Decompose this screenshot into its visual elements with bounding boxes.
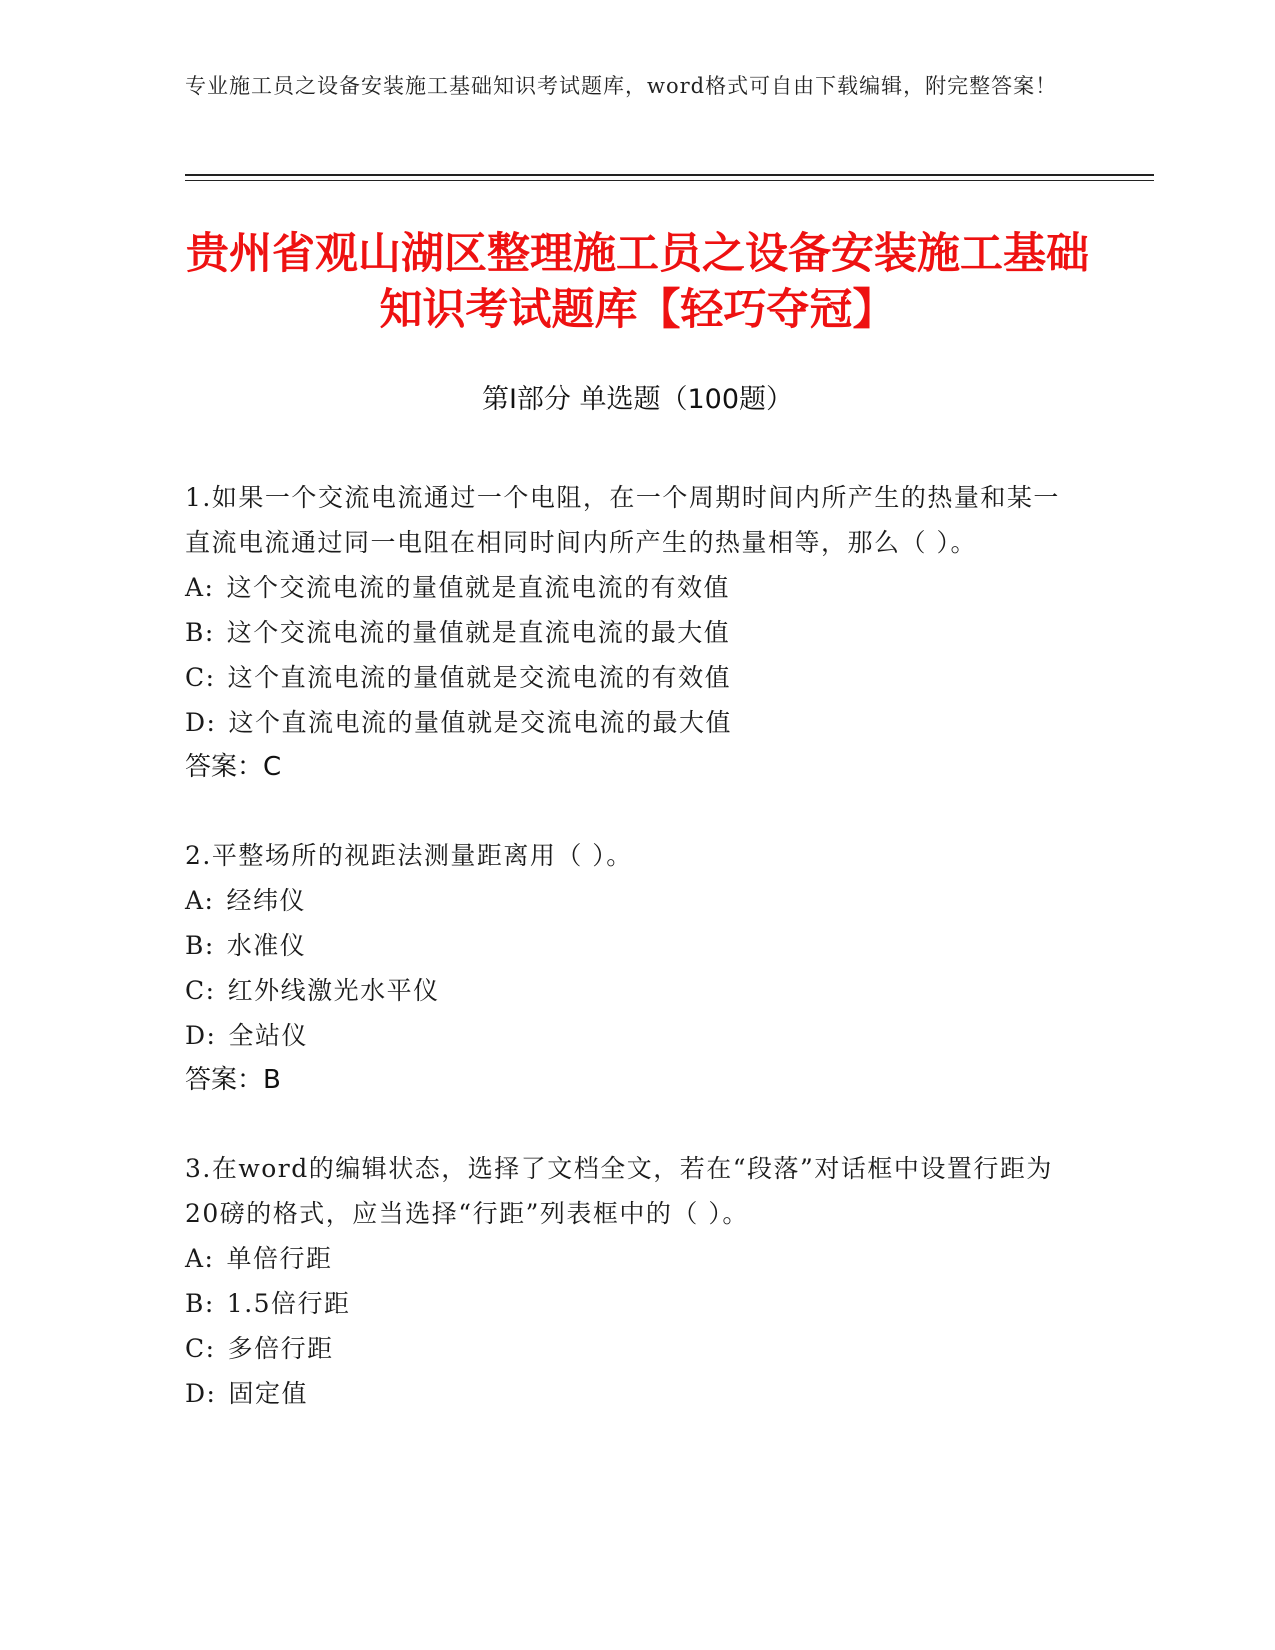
question-answer: 答案：C [185,752,282,782]
question-1 [185,475,1065,790]
question-option-a [185,878,1065,923]
header-divider-thin [185,180,1154,181]
option-text: 这个直流电流的量值就是交流电流的有效值 [227,663,732,692]
option-text: 单倍行距 [226,1244,333,1273]
question-2 [185,833,1065,1103]
question-stem: 3.在word的编辑状态，选择了文档全文，若在“段落”对话框中设置行距为20磅的格式，应当选择“行距”列表框中的（ ）。 [185,1154,1053,1228]
question-option-a [185,565,1065,610]
option-text: 全站仪 [228,1021,308,1050]
option-letter: A: [185,886,215,915]
option-letter: A: [185,573,215,602]
question-option-b [185,1281,1065,1326]
option-text: 这个直流电流的量值就是交流电流的最大值 [228,708,732,737]
question-stem: 2.平整场所的视距法测量距离用（ ）。 [185,841,633,870]
option-letter: D: [185,1379,217,1408]
option-text: 多倍行距 [227,1334,334,1363]
option-letter: B: [185,618,215,647]
option-letter: D: [185,1021,217,1050]
option-text: 固定值 [228,1379,308,1408]
question-option-c [185,655,1065,700]
option-letter: D: [185,708,217,737]
option-text: 红外线激光水平仪 [227,976,440,1005]
header-note: 专业施工员之设备安装施工基础知识考试题库，word格式可自由下载编辑，附完整答案！ [185,74,1058,98]
question-list [185,475,1065,1459]
option-text: 水准仪 [226,931,307,960]
option-letter: C: [185,663,216,692]
document-title: 贵州省观山湖区整理施工员之设备安装施工基础知识考试题库【轻巧夺冠】 [186,229,1089,335]
question-option-d [185,700,1065,745]
question-3 [185,1146,1065,1416]
option-text: 这个交流电流的量值就是直流电流的有效值 [226,573,730,602]
question-option-c [185,1326,1065,1371]
question-stem: 1.如果一个交流电流通过一个电阻，在一个周期时间内所产生的热量和某一直流电流通过同一电阻在相同时间内所产生的热量相等，那么（ ）。 [185,483,1060,557]
option-letter: A: [185,1244,215,1273]
question-option-b [185,610,1065,655]
section-title: 第Ⅰ部分 单选题（100题） [481,384,794,415]
question-option-d [185,1013,1065,1058]
option-letter: B: [185,931,215,960]
question-option-b [185,923,1065,968]
question-option-c [185,968,1065,1013]
option-letter: C: [185,1334,216,1363]
option-text: 经纬仪 [226,886,306,915]
question-answer: 答案：B [185,1065,281,1095]
option-text: 这个交流电流的量值就是直流电流的最大值 [226,618,731,647]
question-option-a [185,1236,1065,1281]
option-text: 1.5倍行距 [226,1289,351,1318]
question-option-d [185,1371,1065,1416]
header-divider-thick [185,174,1154,176]
option-letter: C: [185,976,216,1005]
option-letter: B: [185,1289,215,1318]
